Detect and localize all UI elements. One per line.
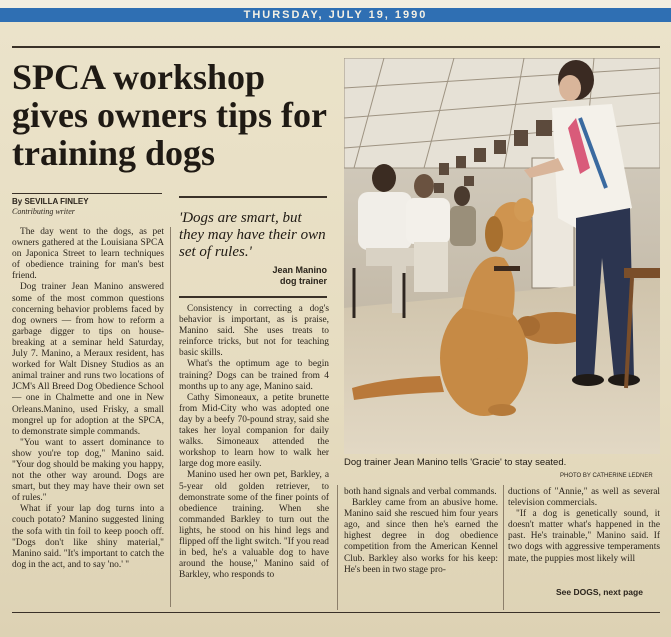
paragraph: What's the optimum age to begin training? Dogs can be trained from 4 months up to any age, Manino said. xyxy=(179,359,329,392)
page-top-edge xyxy=(0,0,671,8)
byline-role: Contributing writer xyxy=(12,207,75,216)
paragraph: What if your lap dog turns into a couch potato? Manino suggested lining the sofa with tin foil to keep pooch off. "Dogs don't like shiny material," Manino said. "It's important to catch the dog in the act, and to say 'no.' " xyxy=(12,504,164,570)
pull-quote-title: dog trainer xyxy=(279,276,327,286)
top-rule xyxy=(12,46,660,48)
column-rule xyxy=(170,227,171,607)
paragraph: "If a dog is genetically sound, it doesn't matter what's happened in the past. He's trainable," Manino said. If two dogs with aggressive temperaments mate, the puppies most likely will xyxy=(508,509,660,564)
bottom-rule xyxy=(12,612,660,613)
paragraph: Cathy Simoneaux, a petite brunette from Mid-City who was adopted one day by a beefy 70-pound stray, said she takes her loyal companion for daily walks. Simoneaux attended the workshop to learn how to walk her large dog more easily. xyxy=(179,392,329,470)
column-rule xyxy=(503,485,504,610)
pull-quote-name: Jean Manino xyxy=(272,265,327,275)
issue-date: THURSDAY, JULY 19, 1990 xyxy=(243,9,428,21)
paragraph: ductions of "Annie," as well as several television commercials. xyxy=(508,487,660,509)
pull-quote-attribution xyxy=(179,265,327,287)
paragraph: Manino used her own pet, Barkley, a 5-year old golden retriever, to demonstrate some of the finer points of obedience training. When she commanded Barkley to turn out the lights, he stood on his hind legs and flipped off the light switch. "If you read in bed, he's a valuable dog to have around the house," Manino said of Barkley, who responds to xyxy=(179,470,329,581)
article-column-4 xyxy=(508,487,660,583)
photo-illustration xyxy=(344,58,660,454)
paragraph: "You want to assert dominance to show you're top dog," Manino said. "Your dog should be making you happy, not the other way around. Dogs are smart, but they may have their own set of rules." xyxy=(12,437,164,504)
pull-quote-rule-top xyxy=(179,196,327,198)
pull-quote: 'Dogs are smart, but they may have their own set of rules.' xyxy=(179,210,326,260)
news-photo xyxy=(344,58,660,454)
photo-credit: PHOTO BY CATHERINE LEDNER xyxy=(560,473,653,479)
pull-quote-rule-bottom xyxy=(179,296,327,298)
continued-jump: See DOGS, next page xyxy=(556,587,643,597)
article-column-1 xyxy=(12,227,164,607)
paragraph: The day went to the dogs, as pet owners gathered at the Louisiana SPCA on Japonica Street to learn techniques of obedience training for man's best friend. xyxy=(12,227,164,282)
article-column-3 xyxy=(344,487,498,607)
column-rule xyxy=(337,485,338,610)
byline-rule xyxy=(12,193,162,194)
paragraph: both hand signals and verbal commands. xyxy=(344,487,497,497)
headline: SPCA workshop gives owners tips for training dogs xyxy=(12,57,327,173)
article-column-2 xyxy=(179,304,329,607)
photo-caption: Dog trainer Jean Manino tells 'Gracie' to stay seated. xyxy=(344,457,567,468)
paragraph: Barkley came from an abusive home. Manino said she rescued him four years ago, and since then he's earned the highest degree in dog obedience competition from the American Kennel Club. Barkley also works for his keep: He's been in two stage pro- xyxy=(344,498,498,575)
paragraph: Consistency in correcting a dog's behavior is important, as is praise, Manino said. She uses treats to reinforce tricks, but not for teaching basic skills. xyxy=(179,304,329,359)
paragraph: Dog trainer Jean Manino answered some of the most common questions concerning behavior problems faced by dog owners — from how to reform a garbage digger to tips on house-breaking at a seminar held Saturday, July 7. Manino, a Meraux resident, has worked for Walt Disney Studios as an animal trainer and runs two locations of JCM's All Breed Dog Obedience School — one in Chalmette and one in New Orleans.Manino, used Frisky, a small mongrel up for adoption at the SPCA, to demonstrate simple commands. xyxy=(12,282,164,437)
byline: By SEVILLA FINLEY xyxy=(12,197,89,206)
